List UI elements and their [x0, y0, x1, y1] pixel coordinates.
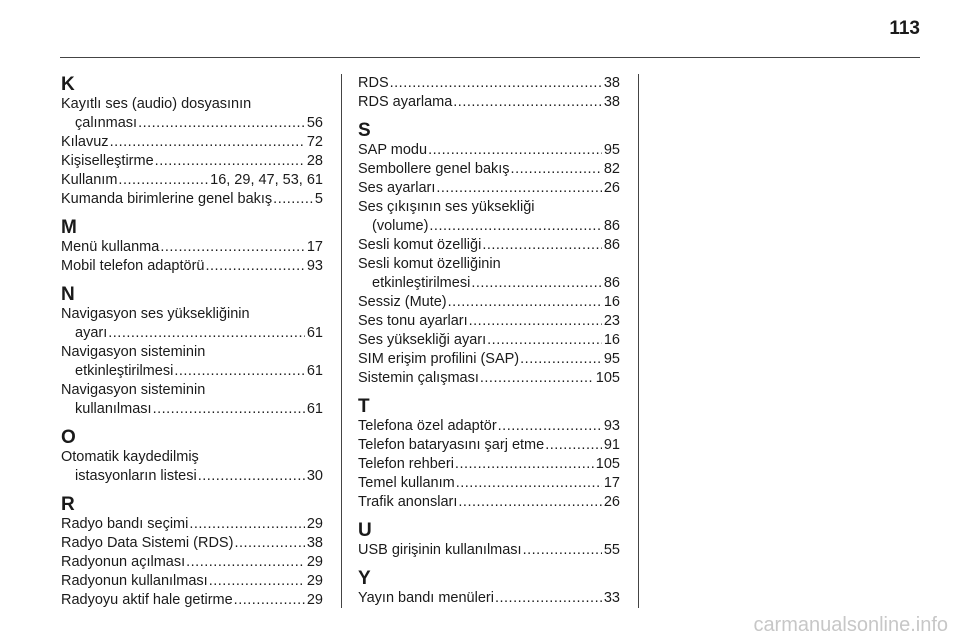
- entry-pages: 16: [603, 294, 620, 310]
- index-entry: [358, 350, 620, 369]
- entry-pages: 61: [306, 325, 323, 341]
- dot-leader: [471, 274, 602, 293]
- index-section: [358, 396, 620, 512]
- index-section: [358, 520, 620, 560]
- dot-leader: [174, 362, 305, 381]
- index-entry: [358, 312, 620, 331]
- index-entry: [61, 572, 323, 591]
- entry-pages: 86: [603, 275, 620, 291]
- entry-text: Kılavuz: [61, 134, 109, 150]
- entry-pages: 95: [603, 142, 620, 158]
- entry-text-line: Ses çıkışının ses yüksekliği: [358, 199, 535, 215]
- index-entry: [61, 343, 323, 381]
- index-section: [61, 284, 323, 419]
- entry-text: SAP modu: [358, 142, 428, 158]
- entry-pages: 23: [603, 313, 620, 329]
- entry-text: Menü kullanma: [61, 239, 160, 255]
- entry-text: Telefon rehberi: [358, 456, 454, 472]
- entry-pages: 93: [306, 258, 323, 274]
- entry-pages: 61: [306, 363, 323, 379]
- section-letter: U: [358, 520, 372, 541]
- index-entry: [61, 515, 323, 534]
- index-entry: [61, 448, 323, 486]
- dot-leader: [495, 589, 602, 608]
- index-entry: [61, 553, 323, 572]
- entry-pages: 86: [603, 237, 620, 253]
- dot-leader: [138, 114, 305, 133]
- dot-leader: [198, 467, 305, 486]
- index-entry: [358, 198, 620, 236]
- entry-text: RDS ayarlama: [358, 94, 453, 110]
- dot-leader: [429, 217, 601, 236]
- index-entry: [358, 331, 620, 350]
- entry-pages: 56: [306, 115, 323, 131]
- header-rule: [60, 57, 920, 58]
- dot-leader: [453, 93, 602, 112]
- entry-pages: 91: [603, 437, 620, 453]
- dot-leader: [110, 133, 305, 152]
- entry-text: Yayın bandı menüleri: [358, 590, 494, 606]
- section-letter: T: [358, 396, 370, 417]
- entry-pages: 55: [603, 542, 620, 558]
- entry-text: ayarı: [75, 325, 108, 341]
- entry-pages: 38: [603, 75, 620, 91]
- index-entry: [61, 238, 323, 257]
- entry-text: USB girişinin kullanılması: [358, 542, 522, 558]
- entry-pages: 29: [306, 516, 323, 532]
- index-section: [61, 494, 323, 610]
- dot-leader: [455, 455, 594, 474]
- entry-pages: 30: [306, 468, 323, 484]
- index-entry: [61, 305, 323, 343]
- entry-pages: 26: [603, 180, 620, 196]
- entry-pages: 105: [595, 370, 620, 386]
- dot-leader: [153, 400, 305, 419]
- entry-text: Radyo bandı seçimi: [61, 516, 189, 532]
- index-entry: [61, 591, 323, 610]
- entry-pages: 26: [603, 494, 620, 510]
- entry-text: kullanılması: [75, 401, 152, 417]
- dot-leader: [428, 141, 602, 160]
- entry-pages: 29: [306, 592, 323, 608]
- index-entry: [358, 436, 620, 455]
- index-section: [61, 427, 323, 486]
- entry-text: (volume): [372, 218, 429, 234]
- index-entry: [61, 95, 323, 133]
- dot-leader: [273, 190, 313, 209]
- section-letter: S: [358, 120, 371, 141]
- entry-pages: 5: [314, 191, 323, 207]
- dot-leader: [511, 160, 602, 179]
- entry-text: Radyonun açılması: [61, 554, 186, 570]
- entry-pages: 38: [603, 94, 620, 110]
- entry-pages: 16, 29, 47, 53, 61: [210, 172, 323, 188]
- index-section: [61, 217, 323, 276]
- page-number: 113: [889, 18, 920, 39]
- entry-text-line: Navigasyon ses yüksekliğinin: [61, 306, 250, 322]
- entry-pages: 17: [603, 475, 620, 491]
- dot-leader: [448, 293, 602, 312]
- index-entry: [358, 589, 620, 608]
- entry-text: istasyonların listesi: [75, 468, 197, 484]
- dot-leader: [469, 312, 602, 331]
- index-entry: [358, 369, 620, 388]
- index-entry: [61, 190, 323, 209]
- section-letter: O: [61, 427, 76, 448]
- entry-text: Radyoyu aktif hale getirme: [61, 592, 233, 608]
- entry-pages: 38: [306, 535, 323, 551]
- dot-leader: [523, 541, 602, 560]
- entry-pages: 29: [306, 554, 323, 570]
- index-column-left: [61, 74, 323, 618]
- index-entry: [61, 381, 323, 419]
- entry-text: Kişiselleştirme: [61, 153, 154, 169]
- entry-text: etkinleştirilmesi: [372, 275, 471, 291]
- section-letter: R: [61, 494, 75, 515]
- section-letter: N: [61, 284, 75, 305]
- entry-pages: 61: [306, 401, 323, 417]
- entry-pages: 16: [603, 332, 620, 348]
- dot-leader: [456, 474, 602, 493]
- dot-leader: [436, 179, 601, 198]
- index-column-right: [358, 74, 620, 616]
- dot-leader: [482, 236, 602, 255]
- index-entry: [358, 293, 620, 312]
- dot-leader: [155, 152, 305, 171]
- entry-text: Radyo Data Sistemi (RDS): [61, 535, 234, 551]
- index-section: [358, 120, 620, 388]
- entry-text: Sistemin çalışması: [358, 370, 479, 386]
- entry-text-line: Sesli komut özelliğinin: [358, 256, 501, 272]
- entry-text: Temel kullanım: [358, 475, 455, 491]
- entry-text: Ses yüksekliği ayarı: [358, 332, 487, 348]
- entry-text: Sembollere genel bakış: [358, 161, 510, 177]
- dot-leader: [108, 324, 305, 343]
- dot-leader: [160, 238, 305, 257]
- dot-leader: [234, 534, 304, 553]
- entry-text: Kullanım: [61, 172, 118, 188]
- dot-leader: [390, 74, 602, 93]
- entry-pages: 105: [595, 456, 620, 472]
- entry-text: Telefona özel adaptör: [358, 418, 497, 434]
- entry-text: Telefon bataryasını şarj etme: [358, 437, 545, 453]
- index-entry: [358, 236, 620, 255]
- index-entry: [358, 474, 620, 493]
- section-letter: K: [61, 74, 75, 95]
- entry-pages: 33: [603, 590, 620, 606]
- index-section: [358, 74, 620, 112]
- index-entry: [61, 152, 323, 171]
- entry-text-line: Kayıtlı ses (audio) dosyasının: [61, 96, 252, 112]
- dot-leader: [209, 572, 305, 591]
- entry-pages: 17: [306, 239, 323, 255]
- dot-leader: [498, 417, 602, 436]
- index-entry: [61, 171, 323, 190]
- entry-text: Ses tonu ayarları: [358, 313, 468, 329]
- entry-text-line: Navigasyon sisteminin: [61, 344, 206, 360]
- entry-pages: 82: [603, 161, 620, 177]
- column-divider-right: [638, 74, 639, 608]
- entry-pages: 95: [603, 351, 620, 367]
- index-entry: [358, 160, 620, 179]
- watermark: carmanualsonline.info: [753, 614, 948, 636]
- dot-leader: [487, 331, 602, 350]
- index-entry: [358, 455, 620, 474]
- index-entry: [358, 179, 620, 198]
- dot-leader: [234, 591, 305, 610]
- dot-leader: [480, 369, 594, 388]
- entry-text: Trafik anonsları: [358, 494, 458, 510]
- column-divider-left: [341, 74, 342, 608]
- entry-text: Sesli komut özelliği: [358, 237, 482, 253]
- entry-text-line: Otomatik kaydedilmiş: [61, 449, 199, 465]
- entry-text: Sessiz (Mute): [358, 294, 447, 310]
- index-entry: [358, 255, 620, 293]
- section-letter: Y: [358, 568, 371, 589]
- entry-pages: 93: [603, 418, 620, 434]
- section-letter: M: [61, 217, 77, 238]
- entry-text-line: Navigasyon sisteminin: [61, 382, 206, 398]
- index-entry: [358, 141, 620, 160]
- dot-leader: [520, 350, 602, 369]
- entry-text: etkinleştirilmesi: [75, 363, 174, 379]
- entry-text: Mobil telefon adaptörü: [61, 258, 205, 274]
- index-entry: [358, 493, 620, 512]
- index-section: [61, 74, 323, 209]
- index-entry: [61, 257, 323, 276]
- entry-text: Radyonun kullanılması: [61, 573, 208, 589]
- entry-text: SIM erişim profilini (SAP): [358, 351, 520, 367]
- entry-pages: 29: [306, 573, 323, 589]
- index-entry: [61, 534, 323, 553]
- index-entry: [358, 417, 620, 436]
- entry-text: çalınması: [75, 115, 138, 131]
- index-entry: [358, 74, 620, 93]
- index-entry: [61, 133, 323, 152]
- index-entry: [358, 93, 620, 112]
- entry-text: RDS: [358, 75, 389, 91]
- dot-leader: [186, 553, 305, 572]
- dot-leader: [206, 257, 305, 276]
- index-section: [358, 568, 620, 608]
- entry-text: Ses ayarları: [358, 180, 436, 196]
- index-entry: [358, 541, 620, 560]
- dot-leader: [118, 171, 208, 190]
- entry-pages: 28: [306, 153, 323, 169]
- dot-leader: [545, 436, 602, 455]
- entry-pages: 86: [603, 218, 620, 234]
- dot-leader: [189, 515, 305, 534]
- dot-leader: [458, 493, 601, 512]
- entry-text: Kumanda birimlerine genel bakış: [61, 191, 273, 207]
- entry-pages: 72: [306, 134, 323, 150]
